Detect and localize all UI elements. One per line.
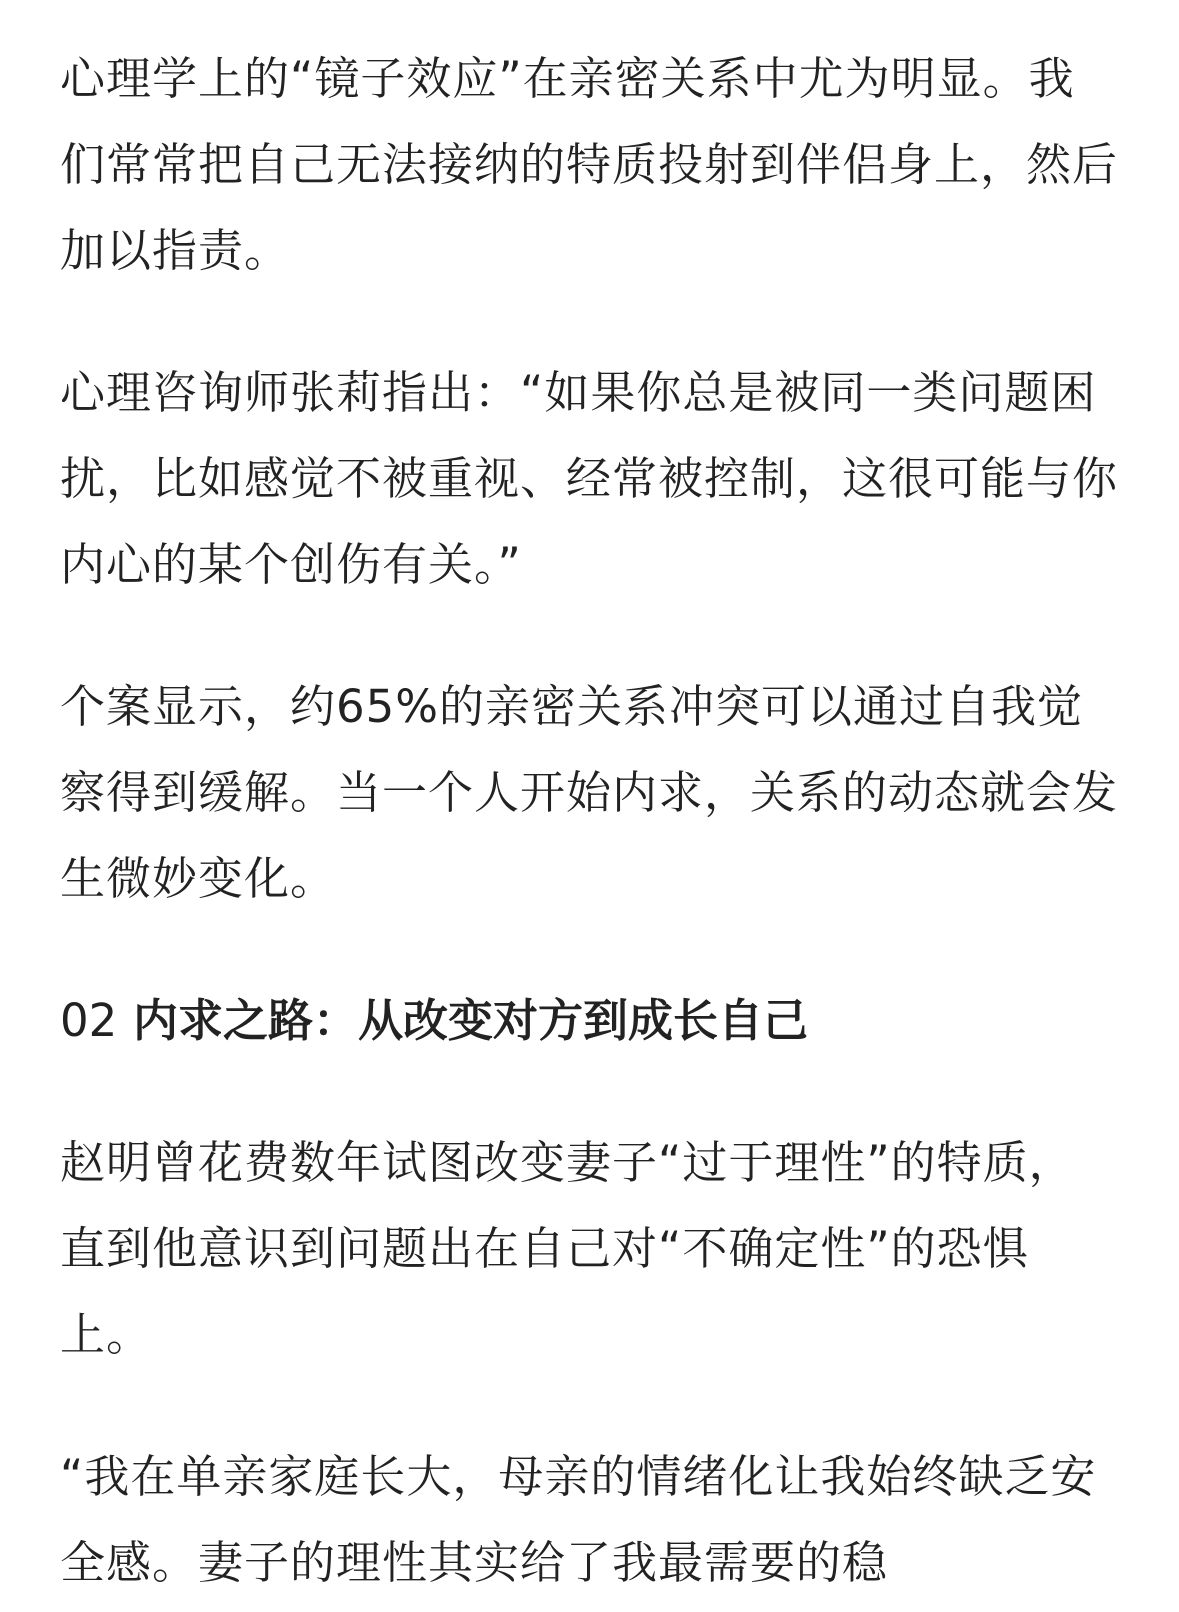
section-title: 内求之路：从改变对方到成长自己: [132, 994, 808, 1047]
paragraph-statistics: 个案显示，约65%的亲密关系冲突可以通过自我觉察得到缓解。当一个人开始内求，关系的动态就会发生微妙变化。: [60, 680, 1119, 905]
section-heading: [60, 978, 1120, 1064]
paragraph-zhao-ming: 赵明曾花费数年试图改变妻子“过于理性”的特质，直到他意识到问题出在自己对“不确定性”的恐惧上。: [60, 1136, 1075, 1361]
paragraph-mirror-effect: 心理学上的“镜子效应”在亲密关系中尤为明显。我们常常把自己无法接纳的特质投射到伴侣身上，然后加以指责。: [60, 52, 1119, 277]
paragraph-counselor-quote: 心理咨询师张莉指出：“如果你总是被同一类问题困扰，比如感觉不被重视、经常被控制，这很可能与你内心的某个创伤有关。”: [60, 366, 1119, 591]
article-body: [60, 36, 1120, 1606]
section-number: 02: [60, 994, 118, 1047]
paragraph-quote-single-parent: “我在单亲家庭长大，母亲的情绪化让我始终缺乏安全感。妻子的理性其实给了我最需要的稳: [60, 1450, 1097, 1589]
